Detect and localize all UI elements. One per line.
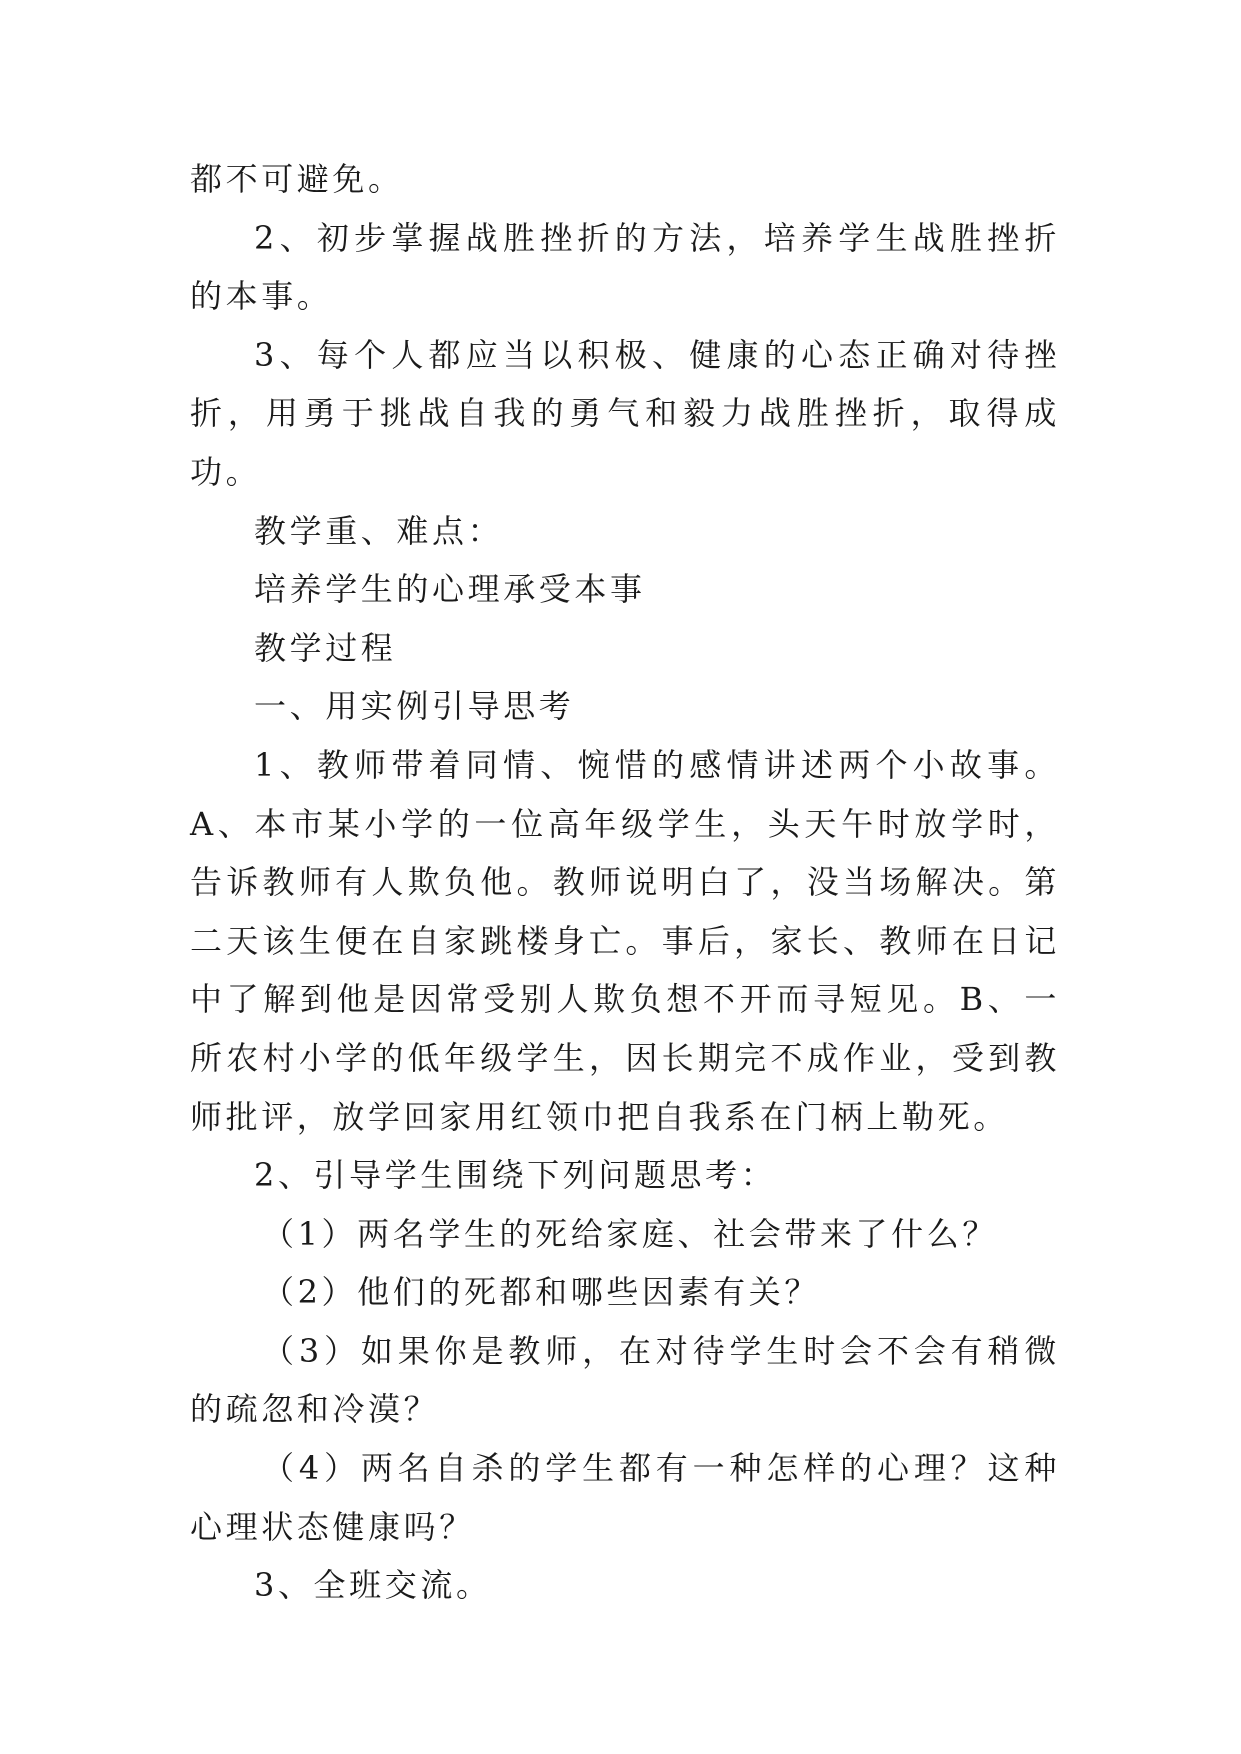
question-4: （4）两名自杀的学生都有一种怎样的心理？这种心理状态健康吗？	[190, 1449, 1060, 1546]
heading-key-points: 教学重、难点：	[254, 511, 504, 550]
question-1: （1）两名学生的死给家庭、社会带来了什么？	[262, 1214, 998, 1253]
paragraph-goal-3: 3、每个人都应当以积极、健康的心态正确对待挫折，用勇于挑战自我的勇气和毅力战胜挫折，取得成功。	[190, 335, 1060, 491]
paragraph-continuation: 都不可避免。	[190, 160, 404, 198]
document-body	[190, 150, 1060, 1615]
question-3: （3）如果你是教师，在对待学生时会不会有稍微的疏忽和冷漠？	[190, 1331, 1060, 1429]
paragraph-key-points: 培养学生的心理承受本事	[254, 570, 646, 609]
paragraph-goal-2: 2、初步掌握战胜挫折的方法，培养学生战胜挫折的本事。	[190, 218, 1060, 316]
paragraph-step-3: 3、全班交流。	[254, 1566, 492, 1605]
paragraph-step-1: 1、教师带着同情、惋惜的感情讲述两个小故事。A、本市某小学的一位高年级学生，头天午时放学时，告诉教师有人欺负他。教师说明白了，没当场解决。第二天该生便在自家跳楼身亡。事后，家长、教师在日记中了解到他是因常受别人欺负想不开而寻短见。B、一所农村小学的低年级学生，因长期完不成作业，受到教师批评，放学回家用红领巾把自我系在门柄上勒死。	[190, 745, 1060, 1136]
paragraph-step-2: 2、引导学生围绕下列问题思考：	[254, 1156, 777, 1195]
heading-section-1: 一、用实例引导思考	[254, 687, 575, 726]
question-2: （2）他们的死都和哪些因素有关？	[262, 1273, 820, 1312]
heading-teaching-process: 教学过程	[254, 628, 397, 667]
